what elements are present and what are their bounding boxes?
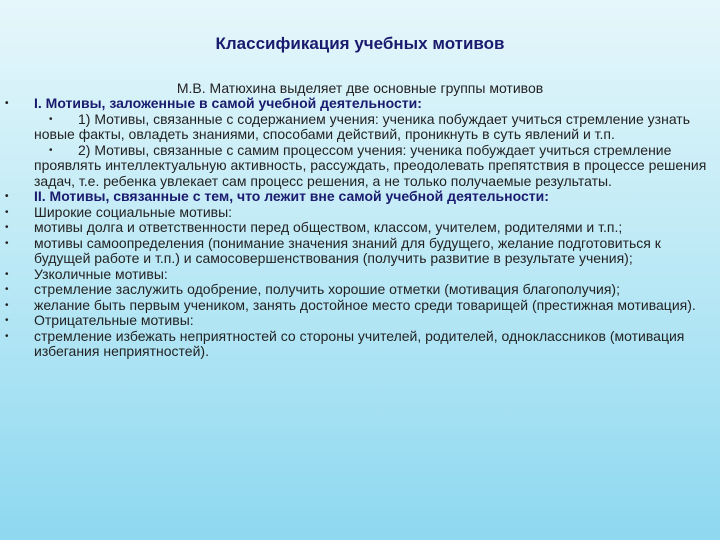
- bullet-list: [0, 96, 720, 360]
- list-item: [0, 313, 710, 329]
- list-item-text: 2) Мотивы, связанные с самим процессом учения: ученика побуждает учиться стремление проявлять интеллектуальную активность, рассуждать, преодолевать препятствия в процессе решения задач, т.е. ребенка увлекает сам процесс решения, а не только получаемые результаты.: [34, 141, 707, 189]
- list-item-text: мотивы долга и ответственности перед обществом, классом, учителем, родителями и т.п.;: [34, 219, 623, 235]
- list-item: [0, 189, 710, 205]
- list-item: [0, 205, 710, 221]
- bullet-icon: •: [5, 222, 9, 233]
- list-item: [0, 96, 710, 112]
- list-item: [0, 329, 710, 360]
- slide-title: Классификация учебных мотивов: [215, 34, 505, 53]
- list-item: [0, 282, 710, 298]
- list-item-text: Отрицательные мотивы:: [34, 312, 194, 328]
- slide-subtitle: М.В. Матюхина выделяет две основные группы мотивов: [176, 80, 544, 96]
- list-item-text: Узколичные мотивы:: [34, 265, 168, 282]
- list-item-text: Широкие социальные мотивы:: [34, 203, 233, 220]
- bullet-icon: •: [5, 284, 9, 295]
- bullet-icon: •: [5, 98, 9, 109]
- list-item-text: 1) Мотивы, связанные с содержанием учения: ученика побуждает учиться стремление узнать новые факты, овладеть знаниями, способами действий, проникнуть в суть явлений и т.п.: [34, 110, 691, 142]
- bullet-icon: •: [5, 237, 9, 249]
- list-item-text: желание быть первым учеником, занять достойное место среди товарищей (престижная мотивация).: [34, 296, 696, 313]
- list-item-text: стремление заслужить одобрение, получить хорошие отметки (мотивация благополучия);: [34, 281, 620, 297]
- list-item: [0, 298, 710, 314]
- bullet-icon: •: [49, 144, 53, 156]
- bullet-icon: •: [5, 206, 9, 218]
- list-item: [0, 112, 710, 143]
- bullet-icon: •: [5, 268, 9, 280]
- list-item-text: II. Мотивы, связанные с тем, что лежит вне самой учебной деятельности:: [34, 188, 549, 204]
- list-item: [0, 236, 710, 267]
- bullet-icon: •: [5, 315, 9, 326]
- bullet-icon: •: [49, 113, 53, 125]
- list-item: [0, 143, 710, 190]
- list-item: [0, 220, 710, 236]
- list-item-text: мотивы самоопределения (понимание значения знаний для будущего, желание подготовиться к будущей работе и т.п.) и самосовершенствования (получить развитие в результате учения);: [34, 234, 661, 266]
- bullet-icon: •: [5, 299, 9, 311]
- list-item: [0, 267, 710, 283]
- list-item-text: стремление избежать неприятностей со стороны учителей, родителей, одноклассников (мотивация избегания неприятностей).: [34, 327, 685, 359]
- bullet-icon: •: [5, 330, 9, 342]
- list-item-text: I. Мотивы, заложенные в самой учебной деятельности:: [34, 95, 422, 111]
- bullet-icon: •: [5, 191, 9, 202]
